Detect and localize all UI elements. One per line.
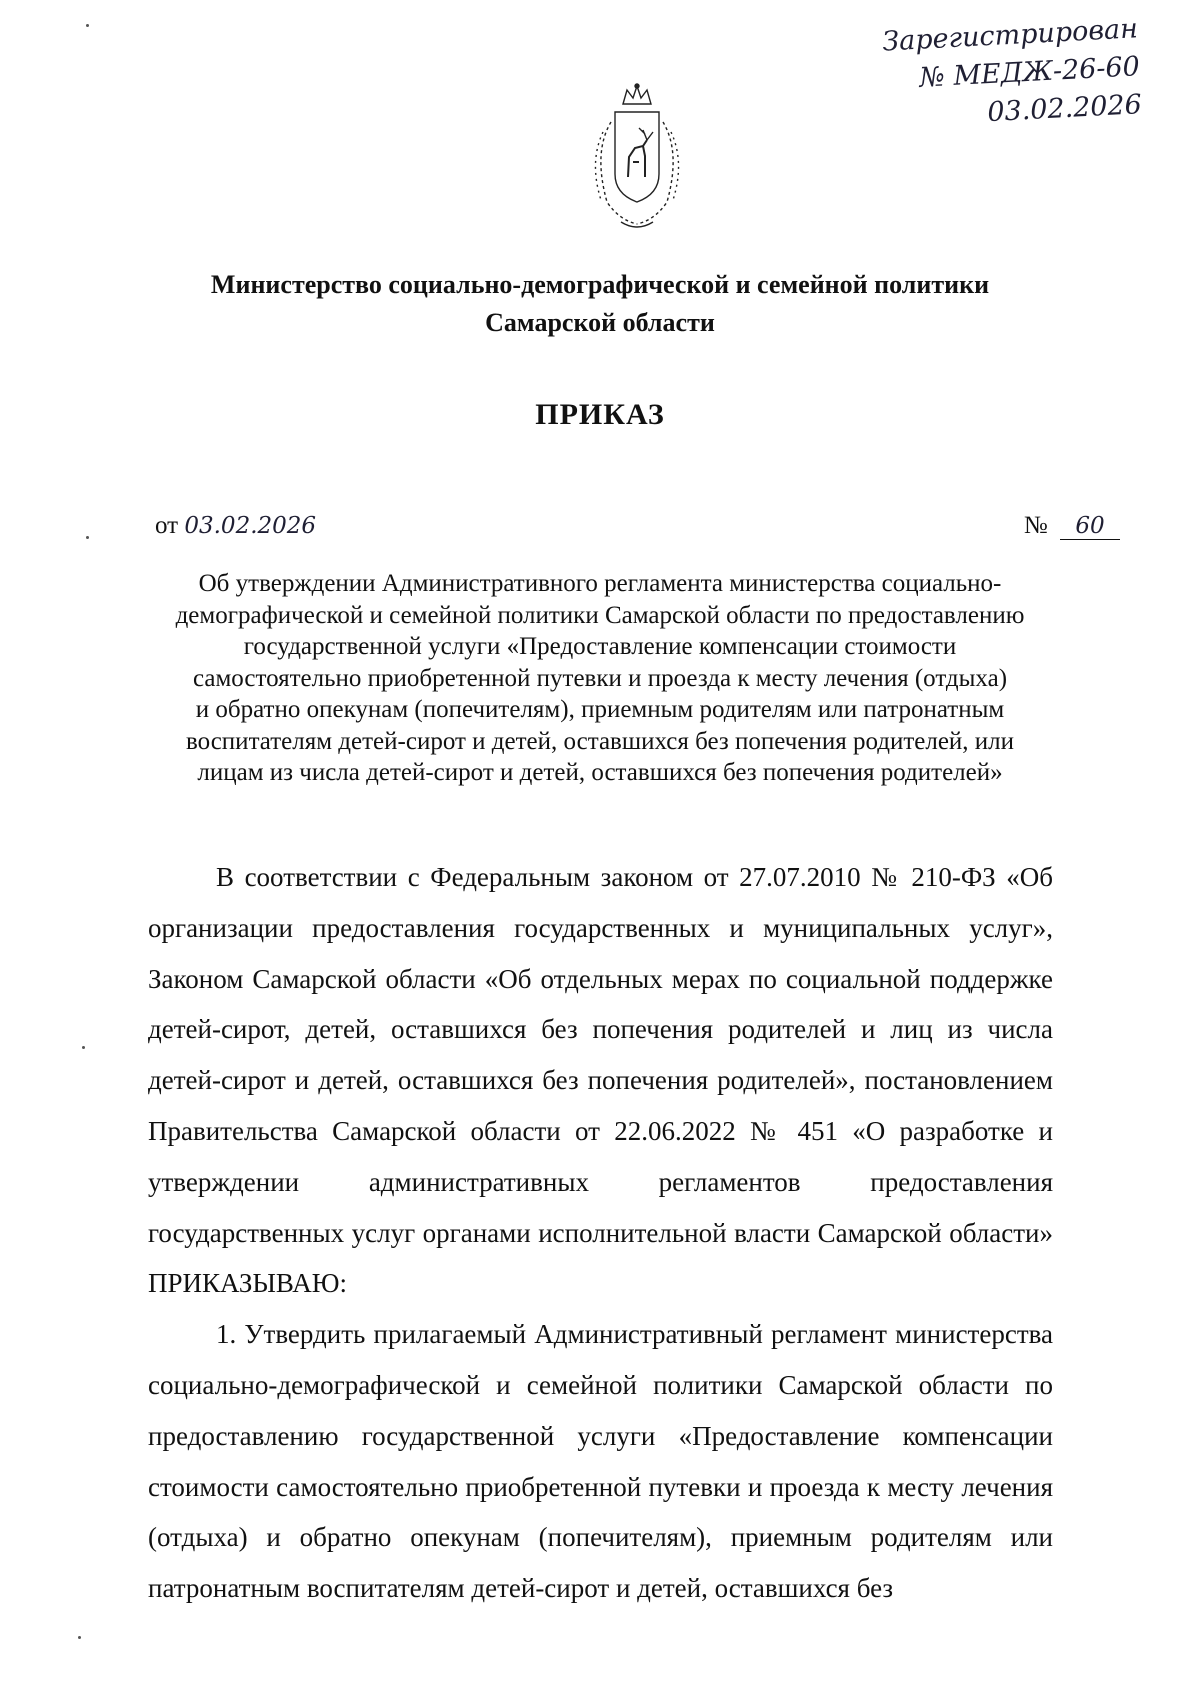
subject-line: самостоятельно приобретенной путевки и проезда к месту лечения (отдыха) [192, 664, 1008, 692]
order-number-value: 60 [1060, 513, 1120, 540]
order-date [155, 512, 316, 540]
document-type-title: ПРИКАЗ [535, 398, 665, 431]
preamble-paragraph: В соответствии с Федеральным законом от 27.07.2010 № 210-ФЗ «Об организации предоставления государственных и муниципальных услуг», Законом Самарской области «Об отдельных мерах по социальной поддержке детей-сирот, детей, оставшихся без попечения родителей и лиц из числа детей-сирот и детей, оставшихся без попечения родителей», постановлением Правительства Самарской области от 22.06.2022 № 451 «О разработке и утверждении административных регламентов предоставления государственных услуг органами исполнительной власти Самарской области» ПРИКАЗЫВАЮ: [148, 862, 1053, 1299]
order-body [148, 852, 1053, 1614]
scan-artifact [78, 1636, 81, 1639]
subject-line: воспитателям детей-сирот и детей, оставшихся без попечения родителей, или [185, 727, 1015, 755]
ministry-name-line2: Самарской области [485, 308, 715, 337]
subject-line: государственной услуги «Предоставление компенсации стоимости [243, 633, 957, 660]
order-date-value: 03.02.2026 [184, 513, 317, 539]
order-number-prefix: № [1023, 512, 1048, 539]
subject-line: демографической и семейной политики Самарской области по предоставлению [175, 601, 1025, 629]
order-number [1024, 512, 1120, 540]
scan-artifact [86, 24, 89, 27]
scan-artifact [86, 536, 89, 539]
ministry-name-line1: Министерство социально-демографической и семейной политики [210, 270, 990, 299]
order-subject [140, 568, 1060, 789]
scan-artifact [82, 1046, 85, 1049]
order-date-prefix: от [155, 512, 179, 539]
subject-line: и обратно опекунам (попечителям), приемным родителям или патронатным [195, 696, 1005, 723]
samara-coat-of-arms-icon [573, 82, 701, 232]
registration-note-line3: 03.02.2026 [986, 89, 1143, 129]
registration-note-line1: Зарегистрирован [881, 13, 1139, 58]
item-1-paragraph: 1. Утвердить прилагаемый Административный регламент министерства социально-демографической и семейной политики Самарской области по предоставлению государственной услуги «Предоставление компенсации стоимости самостоятельно приобретенной путевки и проезда к месту лечения (отдыха) и обратно опекунам (попечителям), приемным родителям или патронатным воспитателям детей-сирот и детей, оставшихся без [148, 1319, 1053, 1604]
registration-note-line2: № МЕДЖ-26-60 [918, 51, 1141, 94]
registration-note [837, 10, 1143, 140]
subject-line: лицам из числа детей-сирот и детей, оставшихся без попечения родителей» [197, 759, 1003, 786]
ministry-name [140, 266, 1060, 342]
subject-line: Об утверждении Административного регламента министерства социально- [198, 570, 1002, 597]
